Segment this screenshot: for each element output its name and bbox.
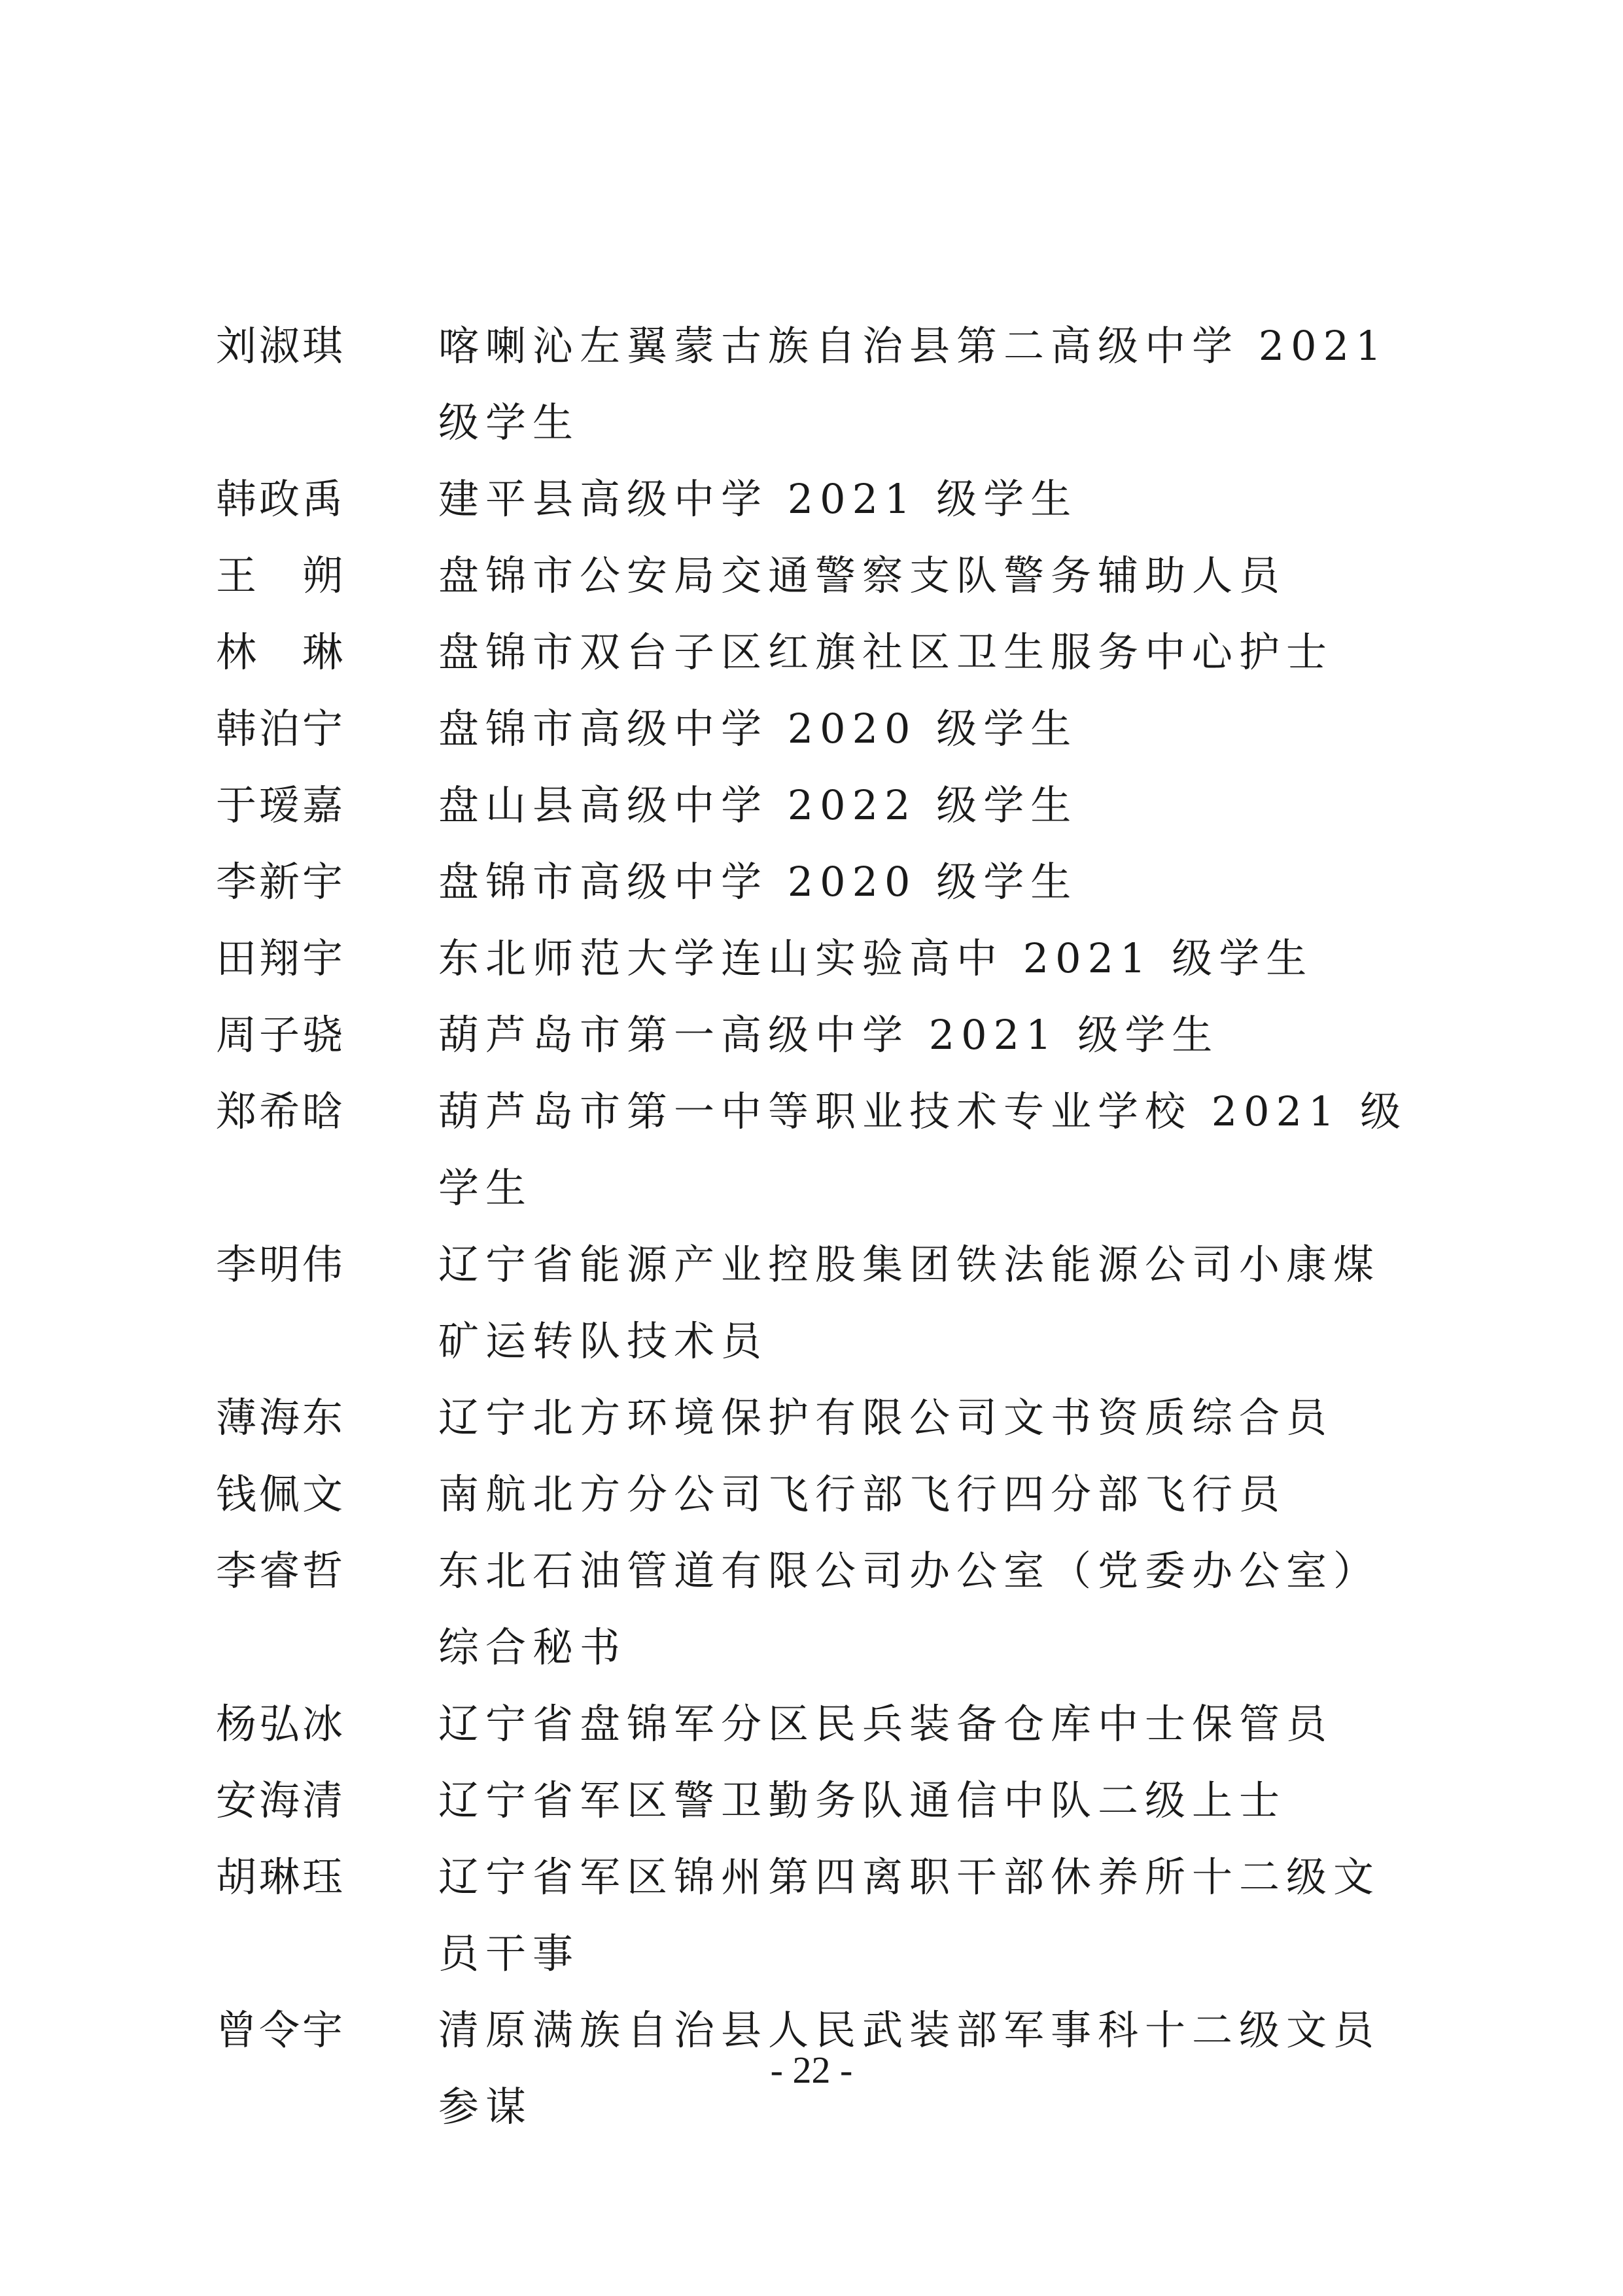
list-item [216, 843, 1413, 920]
list-item [216, 1686, 1413, 1762]
person-name: 安海清 [216, 1776, 346, 1824]
person-description: 东北师范大学连山实验高中 2021 级学生 [438, 934, 1314, 982]
list-item [216, 767, 1413, 843]
person-name: 薄海东 [216, 1394, 346, 1441]
list-item [216, 1532, 1413, 1686]
person-description: 盘山县高级中学 2022 级学生 [438, 781, 1078, 829]
person-description: 建平县高级中学 2021 级学生 [438, 475, 1078, 523]
person-description: 盘锦市高级中学 2020 级学生 [438, 858, 1078, 906]
list-item [216, 461, 1413, 537]
person-description: 盘锦市双台子区红旗社区卫生服务中心护士 [438, 628, 1334, 676]
person-name: 胡琳珏 [216, 1853, 346, 1901]
person-name: 曾令宇 [216, 2006, 346, 2054]
person-description: 喀喇沁左翼蒙古族自治县第二高级中学 2021 级学生 [438, 322, 1388, 446]
person-description: 辽宁省军区锦州第四离职干部休养所十二级文员干事 [438, 1853, 1381, 1977]
list-item [216, 690, 1413, 767]
person-description: 盘锦市公安局交通警察支队警务辅助人员 [438, 552, 1287, 599]
person-description: 清原满族自治县人民武装部军事科十二级文员参谋 [438, 2006, 1381, 2130]
person-name: 林 琳 [216, 628, 346, 676]
person-description: 盘锦市高级中学 2020 级学生 [438, 705, 1078, 752]
person-description: 辽宁北方环境保护有限公司文书资质综合员 [438, 1394, 1334, 1441]
person-name: 王 朔 [216, 552, 346, 599]
person-description: 南航北方分公司飞行部飞行四分部飞行员 [438, 1470, 1287, 1518]
person-name: 田翔宇 [216, 934, 346, 982]
person-description: 葫芦岛市第一高级中学 2021 级学生 [438, 1011, 1219, 1059]
person-description: 葫芦岛市第一中等职业技术专业学校 2021 级学生 [438, 1087, 1408, 1212]
person-name: 杨弘冰 [216, 1700, 346, 1748]
list-item [216, 997, 1413, 1073]
person-name: 李新宇 [216, 858, 346, 906]
list-item [216, 1456, 1413, 1532]
list-item [216, 614, 1413, 690]
list-item [216, 537, 1413, 614]
person-name: 郑希晗 [216, 1087, 346, 1135]
list-item [216, 308, 1413, 461]
person-name: 周子骁 [216, 1011, 346, 1059]
list-item [216, 920, 1413, 997]
list-item [216, 1073, 1413, 1226]
list-item [216, 1379, 1413, 1456]
person-name: 刘淑琪 [216, 322, 346, 370]
person-description: 辽宁省能源产业控股集团铁法能源公司小康煤矿运转队技术员 [438, 1241, 1381, 1365]
list-item [216, 1762, 1413, 1839]
list-item [216, 1226, 1413, 1379]
name-list [216, 308, 1413, 2145]
person-description: 东北石油管道有限公司办公室（党委办公室）综合秘书 [438, 1547, 1381, 1671]
person-name: 于瑷嘉 [216, 781, 346, 829]
page-number: - 22 - [770, 2049, 853, 2091]
person-name: 钱佩文 [216, 1470, 346, 1518]
person-description: 辽宁省军区警卫勤务队通信中队二级上士 [438, 1776, 1287, 1824]
list-item [216, 1839, 1413, 1992]
person-name: 李睿哲 [216, 1547, 346, 1595]
person-name: 韩政禹 [216, 475, 346, 523]
person-name: 李明伟 [216, 1241, 346, 1288]
person-description: 辽宁省盘锦军分区民兵装备仓库中士保管员 [438, 1700, 1334, 1748]
person-name: 韩泊宁 [216, 705, 346, 752]
